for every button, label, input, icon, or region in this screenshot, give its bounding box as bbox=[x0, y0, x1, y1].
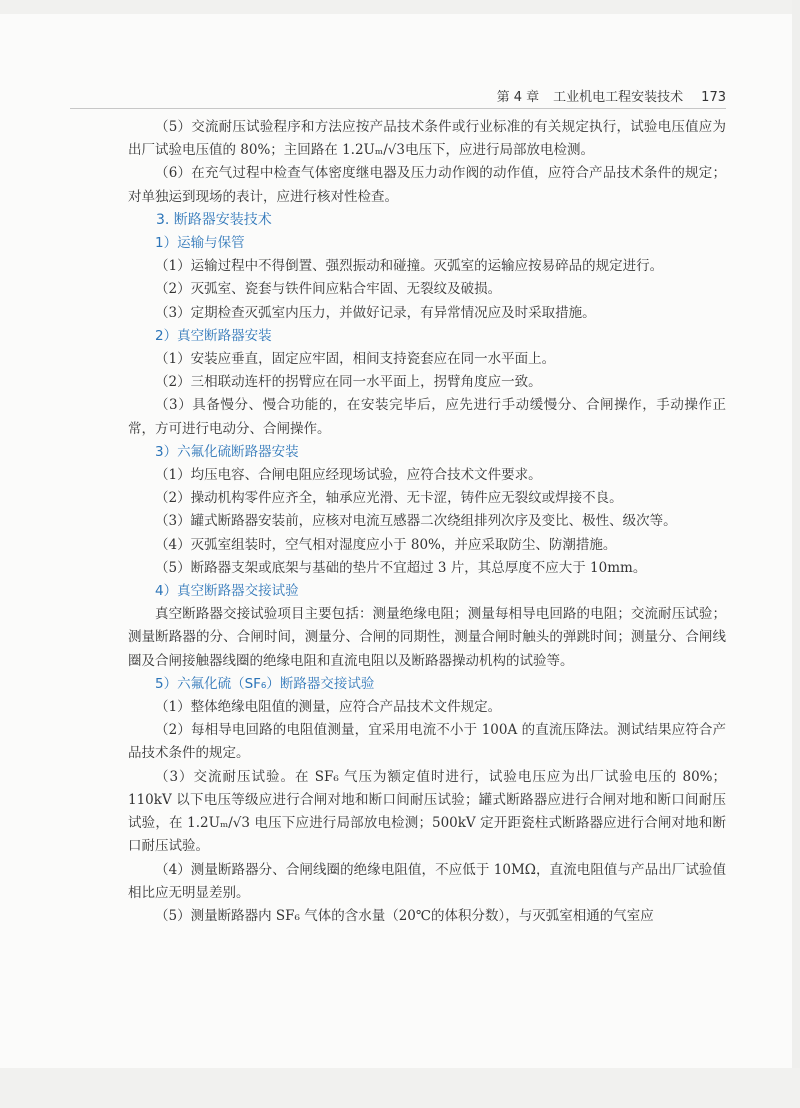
paragraph: （4）测量断路器分、合闸线圈的绝缘电阻值，不应低于 10MΩ，直流电阻值与产品出厂试验值相比应无明显差别。 bbox=[128, 861, 726, 901]
running-header bbox=[70, 86, 726, 109]
paragraph: （3）具备慢分、慢合功能的，在安装完毕后，应先进行手动缓慢分、合闸操作，手动操作正常，方可进行电动分、合闸操作。 bbox=[128, 397, 726, 437]
paragraph: （5）测量断路器内 SF₆ 气体的含水量（20℃的体积分数），与灭弧室相通的气室应 bbox=[155, 907, 654, 924]
subsection-heading: 3）六氟化硫断路器安装 bbox=[155, 443, 299, 460]
paragraph: （3）罐式断路器安装前，应核对电流互感器二次绕组排列次序及变比、极性、级次等。 bbox=[155, 513, 677, 530]
subsection-heading: 4）真空断路器交接试验 bbox=[155, 583, 299, 600]
paragraph: （6）在充气过程中检查气体密度继电器及压力动作阀的动作值，应符合产品技术条件的规定；对单独运到现场的表计，应进行核对性检查。 bbox=[128, 165, 726, 205]
paragraph: （2）操动机构零件应齐全，轴承应光滑、无卡涩，铸件应无裂纹或焊接不良。 bbox=[155, 490, 623, 507]
scan-right-edge bbox=[792, 0, 800, 1108]
paragraph: （2）每相导电回路的电阻值测量，宜采用电流不小于 100A 的直流压降法。测试结果应符合产品技术条件的规定。 bbox=[128, 722, 726, 762]
body-text bbox=[128, 116, 726, 928]
page-number: 173 bbox=[701, 90, 726, 105]
paragraph: （2）三相联动连杆的拐臂应在同一水平面上，拐臂角度应一致。 bbox=[155, 374, 542, 391]
paragraph: （1）均压电容、合闸电阻应经现场试验，应符合技术文件要求。 bbox=[155, 467, 542, 484]
subsection-heading: 2）真空断路器安装 bbox=[155, 327, 272, 344]
scan-top-edge bbox=[0, 0, 800, 14]
chapter-title: 工业机电工程安装技术 bbox=[553, 90, 684, 105]
subsection-heading: 5）六氟化硫（SF₆）断路器交接试验 bbox=[155, 675, 375, 692]
paragraph: （3）交流耐压试验。在 SF₆ 气压为额定值时进行，试验电压应为出厂试验电压的 80%；110kV 以下电压等级应进行合闸对地和断口间耐压试验；罐式断路器应进行合闸对地和断口间耐压试验，在 1.2Uₘ/√3 电压下应进行局部放电检测；500kV 定开距瓷柱式断路器应进行合闸对地和断口耐压试验。 bbox=[128, 768, 726, 855]
paragraph: （5）交流耐压试验程序和方法应按产品技术条件或行业标准的有关规定执行，试验电压值应为出厂试验电压值的 80%；主回路在 1.2Uₘ/√3电压下，应进行局部放电检测。 bbox=[128, 119, 726, 159]
paragraph: （4）灭弧室组装时，空气相对湿度应小于 80%，并应采取防尘、防潮措施。 bbox=[155, 536, 617, 553]
scan-bottom-edge bbox=[0, 1068, 800, 1108]
paragraph: （5）断路器支架或底架与基础的垫片不宜超过 3 片，其总厚度不应大于 10mm。 bbox=[155, 559, 647, 576]
paragraph: （3）定期检查灭弧室内压力，并做好记录，有异常情况应及时采取措施。 bbox=[155, 304, 596, 321]
subsection-heading: 1）运输与保管 bbox=[155, 235, 245, 252]
chapter-number: 第 4 章 bbox=[496, 90, 540, 105]
paragraph: （1）安装应垂直，固定应牢固，相间支持瓷套应在同一水平面上。 bbox=[155, 351, 556, 368]
paragraph: 真空断路器交接试验项目主要包括：测量绝缘电阻；测量每相导电回路的电阻；交流耐压试验；测量断路器的分、合闸时间，测量分、合闸的同期性，测量合闸时触头的弹跳时间；测量分、合闸线圈及合闸接触器线圈的绝缘电阻和直流电阻以及断路器操动机构的试验等。 bbox=[128, 606, 726, 669]
paragraph: （1）整体绝缘电阻值的测量，应符合产品技术文件规定。 bbox=[155, 699, 502, 716]
paragraph: （2）灭弧室、瓷套与铁件间应粘合牢固、无裂纹及破损。 bbox=[155, 281, 502, 298]
paragraph: （1）运输过程中不得倒置、强烈振动和碰撞。灭弧室的运输应按易碎品的规定进行。 bbox=[155, 258, 664, 275]
section-heading: 3. 断路器安装技术 bbox=[156, 211, 272, 228]
